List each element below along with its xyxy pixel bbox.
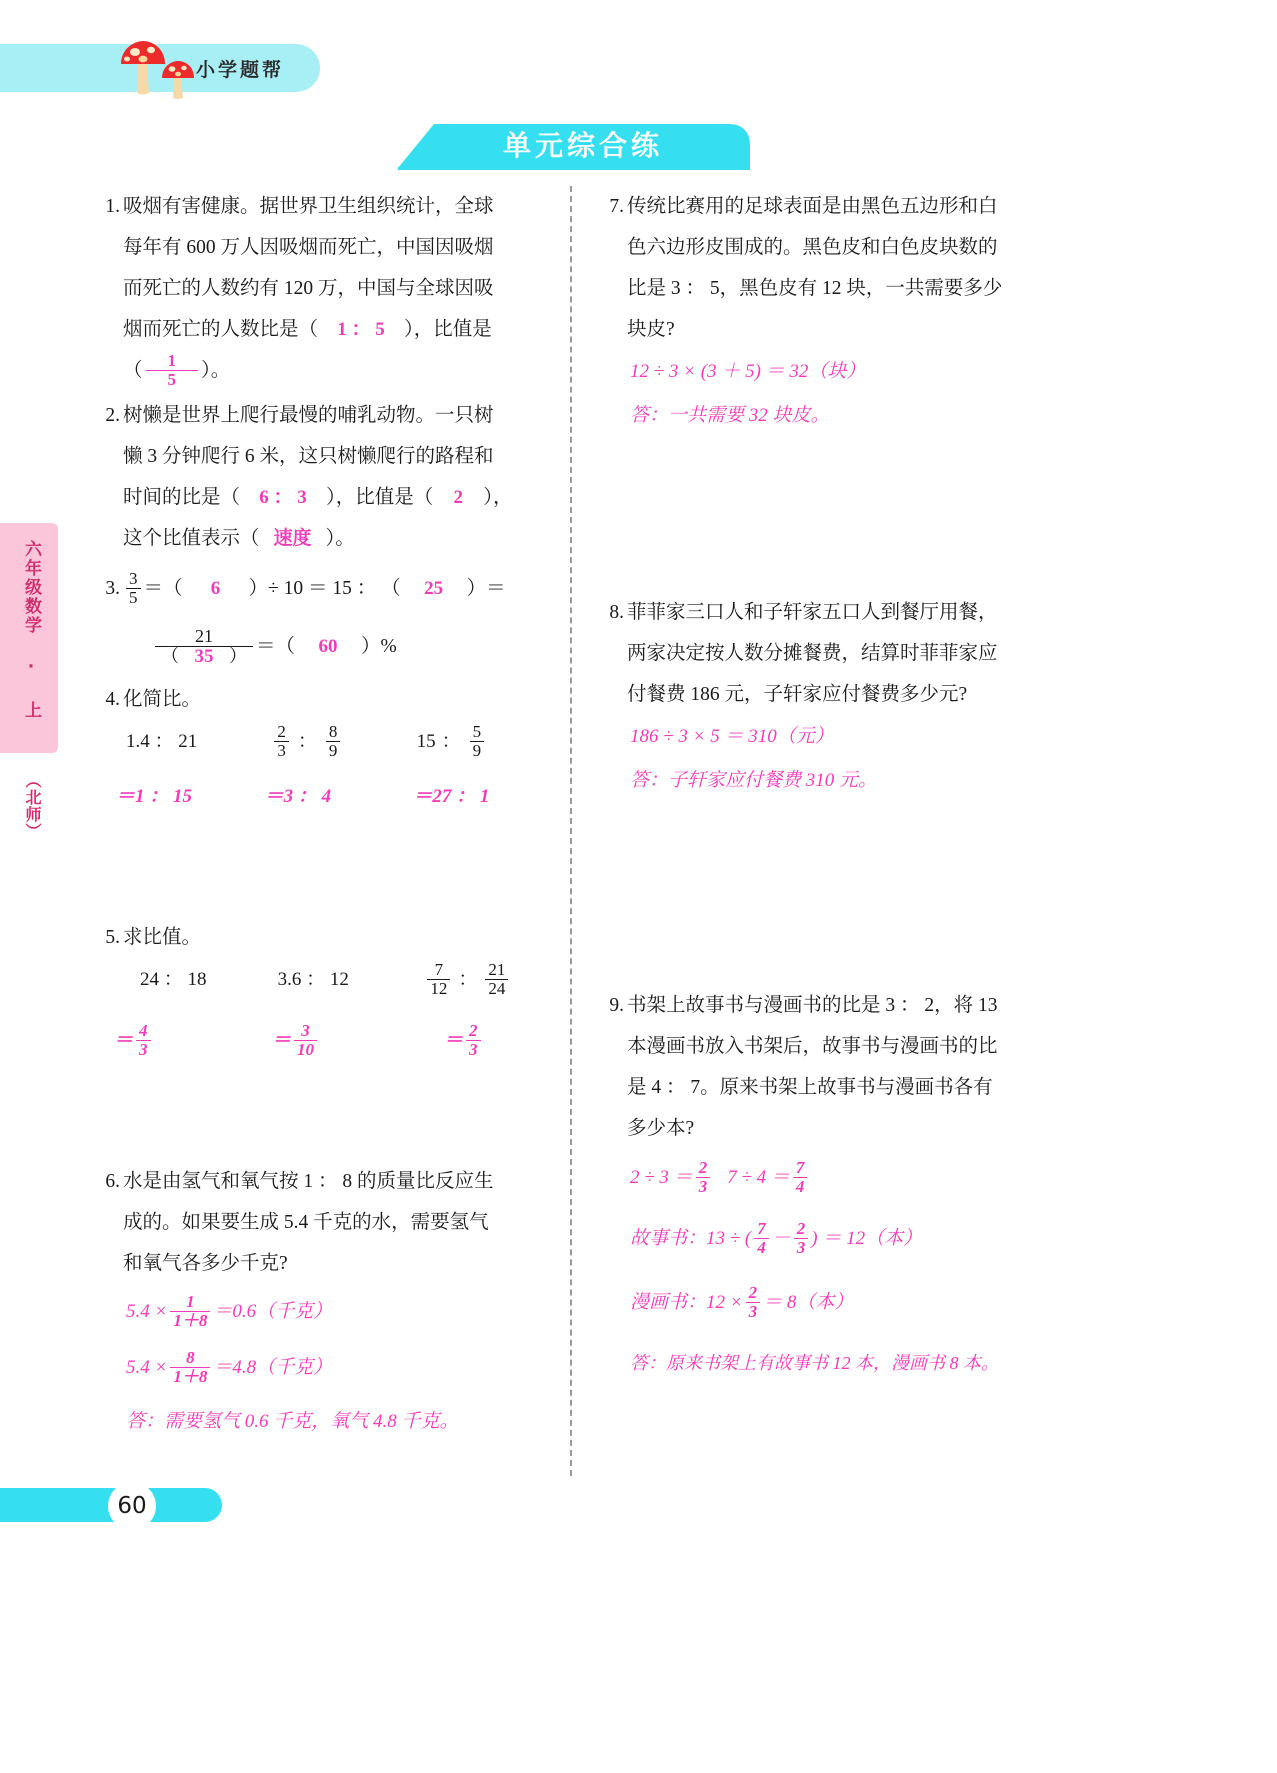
q9-number: 9. [609, 995, 624, 1016]
q4-exercise-2-fraction-2 [326, 723, 341, 760]
title-underline [398, 167, 750, 170]
q9-work2-fraction-1 [754, 1220, 769, 1257]
q3-fraction-2-den-close: ） [229, 645, 247, 666]
q8-text-3: 付餐费 186 元，子轩家应付餐费多少元? [627, 684, 968, 705]
q9-work3-num: 2 [748, 1283, 758, 1303]
q9-work1-num: 2 [698, 1158, 708, 1178]
q5-exercise-2-expr: 3.6 ： 12 [277, 969, 349, 990]
q4-exercise-2 [271, 722, 416, 762]
q3-blank-1[interactable]: 6 [210, 578, 221, 599]
q2-line-3 [92, 477, 562, 518]
q9-work2-d2: 3 [794, 1238, 809, 1257]
q5-ans1-num: 4 [139, 1021, 148, 1041]
q4-ex2-f2-num: 8 [328, 722, 338, 742]
spacer-after-q5 [92, 1065, 562, 1161]
q3-fraction-1-denominator: 5 [126, 588, 141, 607]
q9-work1-num2: 7 [795, 1158, 805, 1178]
q9-text-1: 书架上故事书与漫画书的比是 3 ： 2，将 13 [627, 995, 998, 1016]
q2-text-3c: ）， [483, 487, 513, 508]
question-4 [92, 679, 562, 817]
spacer-after-q7 [596, 442, 1066, 592]
q5-exercise-3 [424, 960, 562, 1000]
q6-work1-num: 1 [186, 1292, 195, 1312]
q5-exercise-1-expr: 24 ： 18 [140, 969, 207, 990]
q8-number: 8. [609, 602, 624, 623]
q9-work-line-3 [630, 1271, 1066, 1335]
q9-work2-fraction-2 [794, 1220, 809, 1257]
q4-ex3-left: 15 [416, 731, 436, 752]
q5-answer-2-fraction [294, 1022, 317, 1059]
q8-line-1 [596, 592, 1066, 633]
q1-text-3: 而死亡的人数约有 120 万，中国与全球因吸 [123, 278, 494, 299]
q1-line-2 [92, 227, 562, 268]
q9-work2-pre: 故事书：13 ÷ ( [630, 1228, 752, 1249]
q4-number: 4. [105, 689, 120, 710]
q9-work-line-1 [630, 1149, 1066, 1207]
q4-ex2-f1-den: 3 [274, 741, 289, 760]
q7-text-2: 色六边形皮围成的。黑色皮和白色皮块数的 [627, 237, 998, 258]
q7-answer-line: 答：一共需要 32 块皮。 [630, 405, 830, 426]
question-6 [92, 1161, 562, 1448]
q9-work3-pre: 漫画书：12 × [630, 1292, 743, 1313]
q3-eq-1: ＝（ [143, 578, 183, 599]
q4-exercise-row [126, 722, 562, 762]
q3-fraction-2 [155, 627, 253, 667]
q3-blank-2[interactable]: 25 [424, 578, 444, 599]
page-title: 单元综合练 [502, 129, 663, 162]
q3-line-1 [92, 563, 562, 615]
question-1 [92, 186, 562, 391]
q2-line-1 [92, 395, 562, 436]
q3-blank-3[interactable]: 35 [194, 645, 214, 667]
page-title-banner [398, 124, 750, 168]
q1-text-5a: （ [123, 360, 143, 381]
q6-answer-line: 答：需要氢气 0.6 千克，氧气 4.8 千克。 [126, 1411, 459, 1432]
q1-line-4 [92, 309, 562, 350]
question-3 [92, 563, 562, 673]
q7-text-4: 块皮? [627, 319, 675, 340]
q1-text-4: 烟而死亡的人数比是（ [123, 319, 319, 340]
q9-text-4: 多少本? [627, 1118, 695, 1139]
question-2 [92, 395, 562, 559]
q5-ans3-num: 2 [469, 1021, 478, 1041]
q2-blank-value[interactable]: 2 [453, 487, 464, 508]
q3-fraction-2-den-open: （ [161, 645, 179, 666]
q2-text-1: 树懒是世界上爬行最慢的哺乳动物。一只树 [123, 405, 494, 426]
q2-text-4a: 这个比值表示（ [123, 528, 260, 549]
q6-line-1 [92, 1161, 562, 1202]
q1-line-3 [92, 268, 562, 309]
q8-text-1: 菲菲家三口人和子轩家五口人到餐厅用餐， [627, 602, 998, 623]
q3-fraction-2-numerator: 21 [195, 625, 213, 646]
question-5 [92, 917, 562, 1061]
q3-eq-4: ＝（ [256, 636, 296, 657]
q5-answer-2: ＝ $\frac{3}{10}$ [232, 1020, 390, 1061]
q9-work1-den: 3 [696, 1177, 711, 1196]
q2-blank-ratio[interactable]: 6 ： 3 [259, 487, 307, 508]
column-divider [570, 186, 572, 1476]
q1-number: 1. [105, 196, 120, 217]
q3-eq-5: ）% [361, 636, 397, 657]
q6-text-2: 成的。如果要生成 5.4 千克的水，需要氢气 [123, 1212, 489, 1233]
q5-ans2-num: 3 [301, 1021, 310, 1041]
question-9 [596, 985, 1066, 1391]
q5-ex3-f1-den: 12 [427, 979, 450, 998]
q6-line-3 [92, 1243, 562, 1284]
right-column [596, 186, 1066, 1395]
q9-work1-den2: 4 [793, 1177, 808, 1196]
q9-work2-minus: － [771, 1228, 791, 1249]
q2-line-4 [92, 518, 562, 559]
q8-work-line-1: 186 ÷ 3 × 5 ＝ 310（元） [630, 726, 834, 747]
q8-text-2: 两家决定按人数分摊餐费，结算时菲菲家应 [627, 643, 998, 664]
question-7 [596, 186, 1066, 438]
q3-fraction-1 [126, 570, 141, 607]
q5-heading [92, 917, 562, 958]
q5-answer-3: ＝ $\frac{2}{3}$ [390, 1020, 562, 1061]
q9-work2-post: ) ＝ 12（本） [811, 1228, 923, 1249]
q4-heading [92, 679, 562, 720]
q6-work2-num: 8 [186, 1348, 195, 1368]
q6-work2-pre: 5.4 × [126, 1357, 168, 1378]
q5-title: 求比值。 [123, 927, 202, 948]
q3-eq-2: ）÷ 10 ＝ 15 ： （ [248, 578, 401, 599]
q9-line-4 [596, 1108, 1066, 1149]
q3-eq-3: ）＝ [466, 578, 506, 599]
q7-text-1: 传统比赛用的足球表面是由黑色五边形和白 [627, 196, 998, 217]
q5-exercise-3-fraction-2 [485, 961, 508, 998]
q9-text-3: 是 4 ： 7。原来书架上故事书与漫画书各有 [627, 1077, 993, 1098]
q5-exercise-2 [278, 960, 425, 1000]
q9-work1-a: 2 ÷ 3 ＝ [630, 1167, 693, 1188]
mushroom-small-icon [157, 58, 197, 100]
q6-number: 6. [105, 1171, 120, 1192]
q6-work1-post: ＝0.6（千克） [213, 1301, 333, 1322]
q1-blank-value-fraction[interactable] [146, 352, 199, 389]
q1-text-4b: ），比值是 [404, 319, 492, 340]
q9-work-line-2 [630, 1207, 1066, 1271]
q5-ex3-f2-den: 24 [485, 979, 508, 998]
q4-ex2-f2-den: 9 [326, 741, 341, 760]
q8-line-2 [596, 633, 1066, 674]
q6-work2-post: ＝4.8（千克） [213, 1357, 333, 1378]
q2-number: 2. [105, 405, 120, 426]
q2-text-3b: ），比值是（ [326, 487, 434, 508]
q6-work1-pre: 5.4 × [126, 1301, 168, 1322]
q1-line-1 [92, 186, 562, 227]
q9-answer-line: 答：原来书架上有故事书 12 本，漫画书 8 本。 [630, 1353, 999, 1373]
q9-work1-b: 7 ÷ 4 ＝ [727, 1167, 790, 1188]
q3-line-2 [152, 621, 562, 673]
q6-text-1: 水是由氢气和氧气按 1 ： 8 的质量比反应生 [123, 1171, 494, 1192]
q2-line-2 [92, 436, 562, 477]
q8-line-3 [596, 674, 1066, 715]
q9-work3-fraction [746, 1284, 761, 1321]
question-8 [596, 592, 1066, 803]
q9-work2-d1: 4 [754, 1238, 769, 1257]
q2-text-2: 懒 3 分钟爬行 6 米，这只树懒爬行的路程和 [123, 446, 494, 467]
q4-answer-2: ＝3 ： 4 [264, 786, 332, 807]
q9-line-1 [596, 985, 1066, 1026]
q5-answer-1: ＝ $\frac{4}{3}$ [114, 1020, 232, 1061]
q4-exercise-1-expr: 1.4 ： 21 [126, 731, 198, 752]
q6-work1-fraction [170, 1293, 210, 1330]
left-column [92, 186, 562, 1452]
page-number: 60 [108, 1482, 156, 1530]
q9-work1-fraction-1 [696, 1159, 711, 1196]
grade-side-tab-sublabel: （北师） [23, 772, 42, 840]
q5-ex3-f2-num: 21 [488, 960, 506, 980]
q6-work-line-2 [126, 1340, 562, 1396]
q1-blank-value-numerator: 1 [167, 351, 177, 371]
q1-blank-ratio[interactable]: 1 ： 5 [337, 319, 385, 340]
q4-exercise-2-fraction-1 [274, 723, 289, 760]
q6-line-2 [92, 1202, 562, 1243]
q1-text-1: 吸烟有害健康。据世界卫生组织统计，全球 [123, 196, 494, 217]
spacer-after-q8 [596, 807, 1066, 985]
q4-answer-row [116, 776, 562, 817]
brand-label: 小学题帮 [196, 59, 285, 81]
q3-blank-4[interactable]: 60 [318, 636, 338, 657]
q4-exercise-1 [126, 722, 271, 762]
q2-blank-meaning[interactable]: 速度 [273, 528, 312, 549]
q3-fraction-2-denominator [155, 646, 253, 667]
q2-text-4b: ）。 [325, 528, 355, 549]
q5-answer-1-fraction [136, 1022, 151, 1059]
q7-number: 7. [609, 196, 624, 217]
q4-ex2-separator: ： [297, 731, 317, 752]
q7-line-2 [596, 227, 1066, 268]
q9-line-2 [596, 1026, 1066, 1067]
q5-answer-row [114, 1020, 562, 1061]
q5-ex3-f1-num: 7 [434, 960, 444, 980]
q4-answer-1: ＝1 ： 15 [116, 786, 193, 807]
q5-ans2-den: 10 [294, 1040, 317, 1059]
q4-ex3-f-num: 5 [472, 722, 482, 742]
q4-ex3-separator: ： [441, 731, 461, 752]
q6-work-line-1 [126, 1284, 562, 1340]
q5-exercise-1 [140, 960, 278, 1000]
q7-text-3: 比是 3 ： 5，黑色皮有 12 块，一共需要多少 [627, 278, 1003, 299]
q9-work3-post: ＝ 8（本） [763, 1292, 854, 1313]
q8-answer-line: 答：子轩家应付餐费 310 元。 [630, 770, 878, 791]
q6-work2-fraction [170, 1349, 210, 1386]
q4-exercise-3-fraction [470, 723, 485, 760]
grade-side-tab-label: 六年级数学 · 上 [21, 540, 41, 720]
q4-title: 化简比。 [123, 689, 202, 710]
q3-fraction-1-numerator: 3 [129, 569, 138, 589]
q6-work1-den: 1＋8 [170, 1311, 210, 1330]
q9-work2-n2: 2 [796, 1219, 806, 1239]
q7-work-line-1: 12 ÷ 3 × (3 ＋ 5) ＝ 32（块） [630, 361, 866, 382]
q5-number: 5. [105, 927, 120, 948]
q5-exercise-3-fraction-1 [427, 961, 450, 998]
q7-line-4 [596, 309, 1066, 350]
q5-ex3-separator: ： [458, 969, 478, 990]
q1-text-5b: ）。 [201, 360, 231, 381]
q1-blank-value-denominator: 5 [146, 370, 199, 389]
q4-ex2-f1-num: 2 [277, 722, 286, 742]
q5-answer-3-fraction [466, 1022, 481, 1059]
q9-line-3 [596, 1067, 1066, 1108]
q9-work2-n1: 7 [757, 1219, 766, 1239]
q1-text-2: 每年有 600 万人因吸烟而死亡，中国因吸烟 [123, 237, 494, 258]
q9-work1-fraction-2 [793, 1159, 808, 1196]
q5-exercise-row [140, 960, 562, 1000]
q9-text-2: 本漫画书放入书架后，故事书与漫画书的比 [627, 1036, 998, 1057]
q2-text-3a: 时间的比是（ [123, 487, 241, 508]
q7-line-3 [596, 268, 1066, 309]
q6-text-3: 和氧气各多少千克? [123, 1253, 288, 1274]
q6-work2-den: 1＋8 [170, 1367, 210, 1386]
q5-ans1-den: 3 [136, 1040, 151, 1059]
spacer-after-q4 [92, 821, 562, 917]
q9-work3-den: 3 [746, 1302, 761, 1321]
q5-ans3-den: 3 [466, 1040, 481, 1059]
q4-exercise-3 [417, 722, 562, 762]
q3-number: 3. [105, 578, 120, 599]
q4-answer-3: ＝27 ： 1 [413, 786, 490, 807]
q7-line-1 [596, 186, 1066, 227]
q1-line-5 [92, 350, 562, 391]
q4-ex3-f-den: 9 [470, 741, 485, 760]
